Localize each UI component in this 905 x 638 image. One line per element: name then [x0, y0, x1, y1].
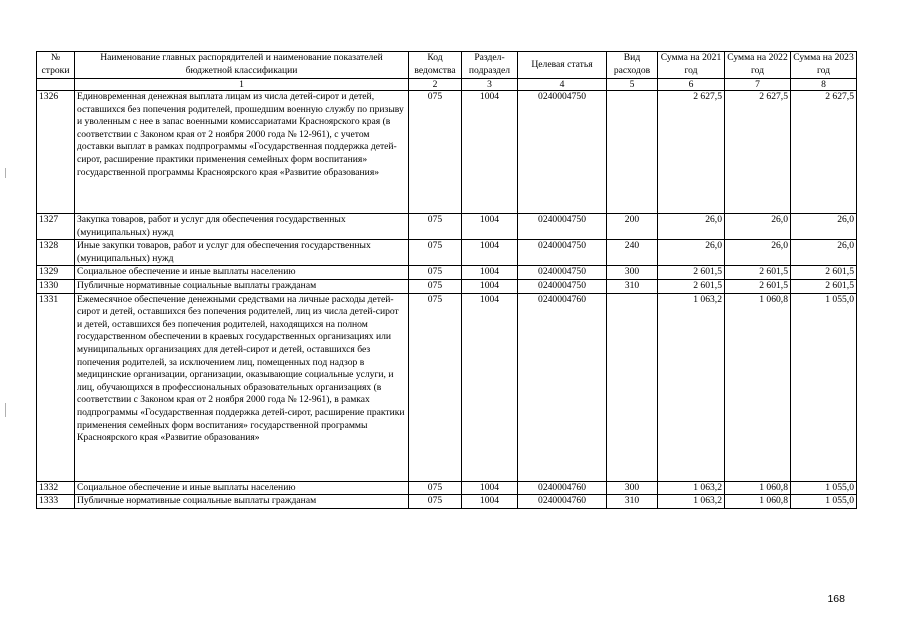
row-dept-code: 075	[409, 240, 462, 266]
header-sum-2022: Сумма на 2022 год	[725, 52, 791, 79]
row-number: 1327	[37, 214, 75, 240]
row-target: 0240004750	[518, 240, 607, 266]
header-dept-code: Код ведомства	[409, 52, 462, 79]
column-number: 6	[658, 79, 725, 91]
row-sum-2022: 1 060,8	[725, 481, 791, 495]
row-sum-2021: 26,0	[658, 240, 725, 266]
row-target: 0240004760	[518, 293, 607, 481]
row-dept-code: 075	[409, 279, 462, 293]
row-sum-2022: 1 060,8	[725, 495, 791, 509]
table-row	[37, 495, 857, 509]
table-row	[37, 91, 857, 214]
row-name: Публичные нормативные социальные выплаты гражданам	[75, 279, 409, 293]
row-section: 1004	[462, 240, 518, 266]
row-sum-2021: 2 627,5	[658, 91, 725, 214]
row-target: 0240004750	[518, 266, 607, 280]
row-expense-type	[607, 91, 658, 214]
row-section: 1004	[462, 293, 518, 481]
table-row	[37, 279, 857, 293]
row-section: 1004	[462, 266, 518, 280]
column-number: 8	[791, 79, 857, 91]
row-dept-code: 075	[409, 293, 462, 481]
header-name: Наименование главных распорядителей и наименование показателей бюджетной классификации	[75, 52, 409, 79]
row-sum-2022: 26,0	[725, 214, 791, 240]
row-sum-2021: 1 063,2	[658, 495, 725, 509]
row-dept-code: 075	[409, 266, 462, 280]
row-dept-code: 075	[409, 481, 462, 495]
column-number: 2	[409, 79, 462, 91]
row-number: 1330	[37, 279, 75, 293]
row-expense-type: 200	[607, 214, 658, 240]
row-section: 1004	[462, 91, 518, 214]
row-sum-2022: 2 601,5	[725, 266, 791, 280]
row-expense-type: 240	[607, 240, 658, 266]
row-number: 1328	[37, 240, 75, 266]
row-sum-2022: 2 601,5	[725, 279, 791, 293]
row-sum-2022: 1 060,8	[725, 293, 791, 481]
row-sum-2021: 2 601,5	[658, 279, 725, 293]
row-sum-2023: 2 627,5	[791, 91, 857, 214]
row-target: 0240004760	[518, 495, 607, 509]
row-target: 0240004750	[518, 279, 607, 293]
row-name: Закупка товаров, работ и услуг для обеспечения государственных (муниципальных) нужд	[75, 214, 409, 240]
table-row	[37, 214, 857, 240]
header-section: Раздел-подраздел	[462, 52, 518, 79]
row-number: 1331	[37, 293, 75, 481]
row-number: 1329	[37, 266, 75, 280]
column-number	[37, 79, 75, 91]
row-sum-2023: 1 055,0	[791, 495, 857, 509]
row-expense-type: 300	[607, 481, 658, 495]
row-name: Единовременная денежная выплата лицам из числа детей-сирот и детей, оставшихся без попечения родителей, прошедшим военную службу по призыву и уволенным с нее в запас военными комиссариатами Красноярского края (в соответствии с Законом края от 2 ноября 2000 года № 12-961), с учетом доставки выплат в рамках подпрограммы «Государственная поддержка детей-сирот, расширение практики применения семейных форм воспитания» государственной программы Красноярского края «Развитие образования»	[75, 91, 409, 214]
row-name: Социальное обеспечение и иные выплаты населению	[75, 266, 409, 280]
page-number: 168	[827, 593, 845, 605]
row-section: 1004	[462, 495, 518, 509]
row-dept-code: 075	[409, 495, 462, 509]
row-target: 0240004750	[518, 214, 607, 240]
column-number: 4	[518, 79, 607, 91]
row-name: Публичные нормативные социальные выплаты гражданам	[75, 495, 409, 509]
column-number: 7	[725, 79, 791, 91]
row-target: 0240004750	[518, 91, 607, 214]
row-sum-2023: 26,0	[791, 214, 857, 240]
header-row	[37, 52, 857, 79]
row-section: 1004	[462, 481, 518, 495]
table-row	[37, 481, 857, 495]
row-section: 1004	[462, 279, 518, 293]
row-sum-2022: 2 627,5	[725, 91, 791, 214]
row-name: Иные закупки товаров, работ и услуг для обеспечения государственных (муниципальных) нужд	[75, 240, 409, 266]
header-sum-2021: Сумма на 2021 год	[658, 52, 725, 79]
header-sum-2023: Сумма на 2023 год	[791, 52, 857, 79]
header-expense-type: Вид расходов	[607, 52, 658, 79]
row-sum-2023: 2 601,5	[791, 279, 857, 293]
row-name: Ежемесячное обеспечение денежными средствами на личные расходы детей-сирот и детей, оставшихся без попечения родителей, лиц из числа детей-сирот и детей, оставшихся без попечения родителей, находящихся на полном государственном обеспечении в краевых государственных организациях или муниципальных организациях для детей-сирот и детей, оставшихся без попечения родителей, за исключением лиц, помещенных под надзор в медицинские организации, организации, оказывающие социальные услуги, и лиц, обучающихся в профессиональных образовательных организациях (в соответствии с Законом края от 2 ноября 2000 года № 12-961), в рамках подпрограммы «Государственная поддержка детей-сирот, расширение практики применения семейных форм воспитания» государственной программы Красноярского края «Развитие образования»	[75, 293, 409, 481]
row-expense-type: 310	[607, 495, 658, 509]
column-number: 1	[75, 79, 409, 91]
row-expense-type: 300	[607, 266, 658, 280]
row-sum-2021: 26,0	[658, 214, 725, 240]
row-sum-2021: 1 063,2	[658, 481, 725, 495]
row-sum-2023: 2 601,5	[791, 266, 857, 280]
row-expense-type: 310	[607, 279, 658, 293]
row-number: 1326	[37, 91, 75, 214]
row-sum-2023: 26,0	[791, 240, 857, 266]
table-row	[37, 293, 857, 481]
row-sum-2022: 26,0	[725, 240, 791, 266]
scan-mark	[5, 403, 6, 417]
header-row-no: № строки	[37, 52, 75, 79]
scan-mark	[5, 168, 6, 178]
row-name: Социальное обеспечение и иные выплаты населению	[75, 481, 409, 495]
row-number: 1332	[37, 481, 75, 495]
row-expense-type	[607, 293, 658, 481]
row-sum-2023: 1 055,0	[791, 293, 857, 481]
row-sum-2021: 2 601,5	[658, 266, 725, 280]
row-target: 0240004760	[518, 481, 607, 495]
budget-table	[36, 51, 857, 509]
row-sum-2021: 1 063,2	[658, 293, 725, 481]
row-dept-code: 075	[409, 214, 462, 240]
row-dept-code: 075	[409, 91, 462, 214]
row-section: 1004	[462, 214, 518, 240]
table-row	[37, 240, 857, 266]
column-number: 5	[607, 79, 658, 91]
row-sum-2023: 1 055,0	[791, 481, 857, 495]
column-number-row	[37, 79, 857, 91]
table-row	[37, 266, 857, 280]
column-number: 3	[462, 79, 518, 91]
header-target: Целевая статья	[518, 52, 607, 79]
row-number: 1333	[37, 495, 75, 509]
